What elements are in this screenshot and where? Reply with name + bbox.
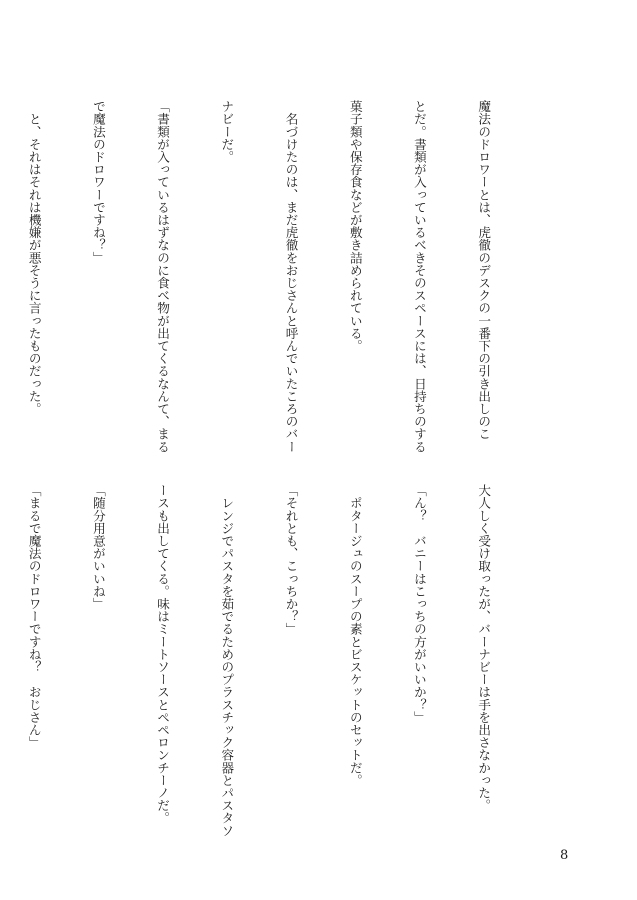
text-line: とだ。書類が入っているべきそのスペースには、日持ちのする bbox=[411, 100, 427, 453]
text-line: ナビーだ。 bbox=[219, 100, 235, 163]
text-line: レンジでパスタを茹でるためのプラスチック容器とパスタソ bbox=[219, 484, 235, 837]
text-line: 「ん？ バニーはこっちの方がいいか？」 bbox=[411, 484, 427, 724]
text-line: 名づけたのは、まだ虎徹をおじさんと呼んでいたころのバー bbox=[283, 100, 299, 453]
text-line: 「書類が入っているはずなのに食べ物が出てくるなんて、まる bbox=[155, 100, 171, 453]
page-number: 8 bbox=[560, 848, 569, 863]
text-line: 大人しく受け取ったが、バーナビーは手を出さなかった。 bbox=[476, 484, 492, 812]
text-line: 魔法のドロワーとは、虎徹のデスクの一番下の引き出しのこ bbox=[476, 100, 492, 441]
text-line: 「まるで魔法のドロワーですね？ おじさん」 bbox=[26, 484, 42, 749]
text-line: 「随分用意がいいね」 bbox=[90, 484, 106, 610]
text-line: 「それとも、こっちか？」 bbox=[283, 484, 299, 636]
text-line: 菓子類や保存食などが敷き詰められている。 bbox=[347, 100, 363, 352]
text-line: で魔法のドロワーですね？」 bbox=[90, 100, 106, 264]
lower-text-block bbox=[26, 484, 537, 837]
text-line: ースも出してくる。味はミートソースとペペロンチーノだ。 bbox=[155, 484, 171, 825]
upper-text-block bbox=[26, 100, 537, 453]
text-line: と、それはそれは機嫌が悪そうに言ったものだった。 bbox=[26, 100, 42, 415]
text-line: ポタージュのスープの素とビスケットのセットだ。 bbox=[347, 484, 363, 787]
